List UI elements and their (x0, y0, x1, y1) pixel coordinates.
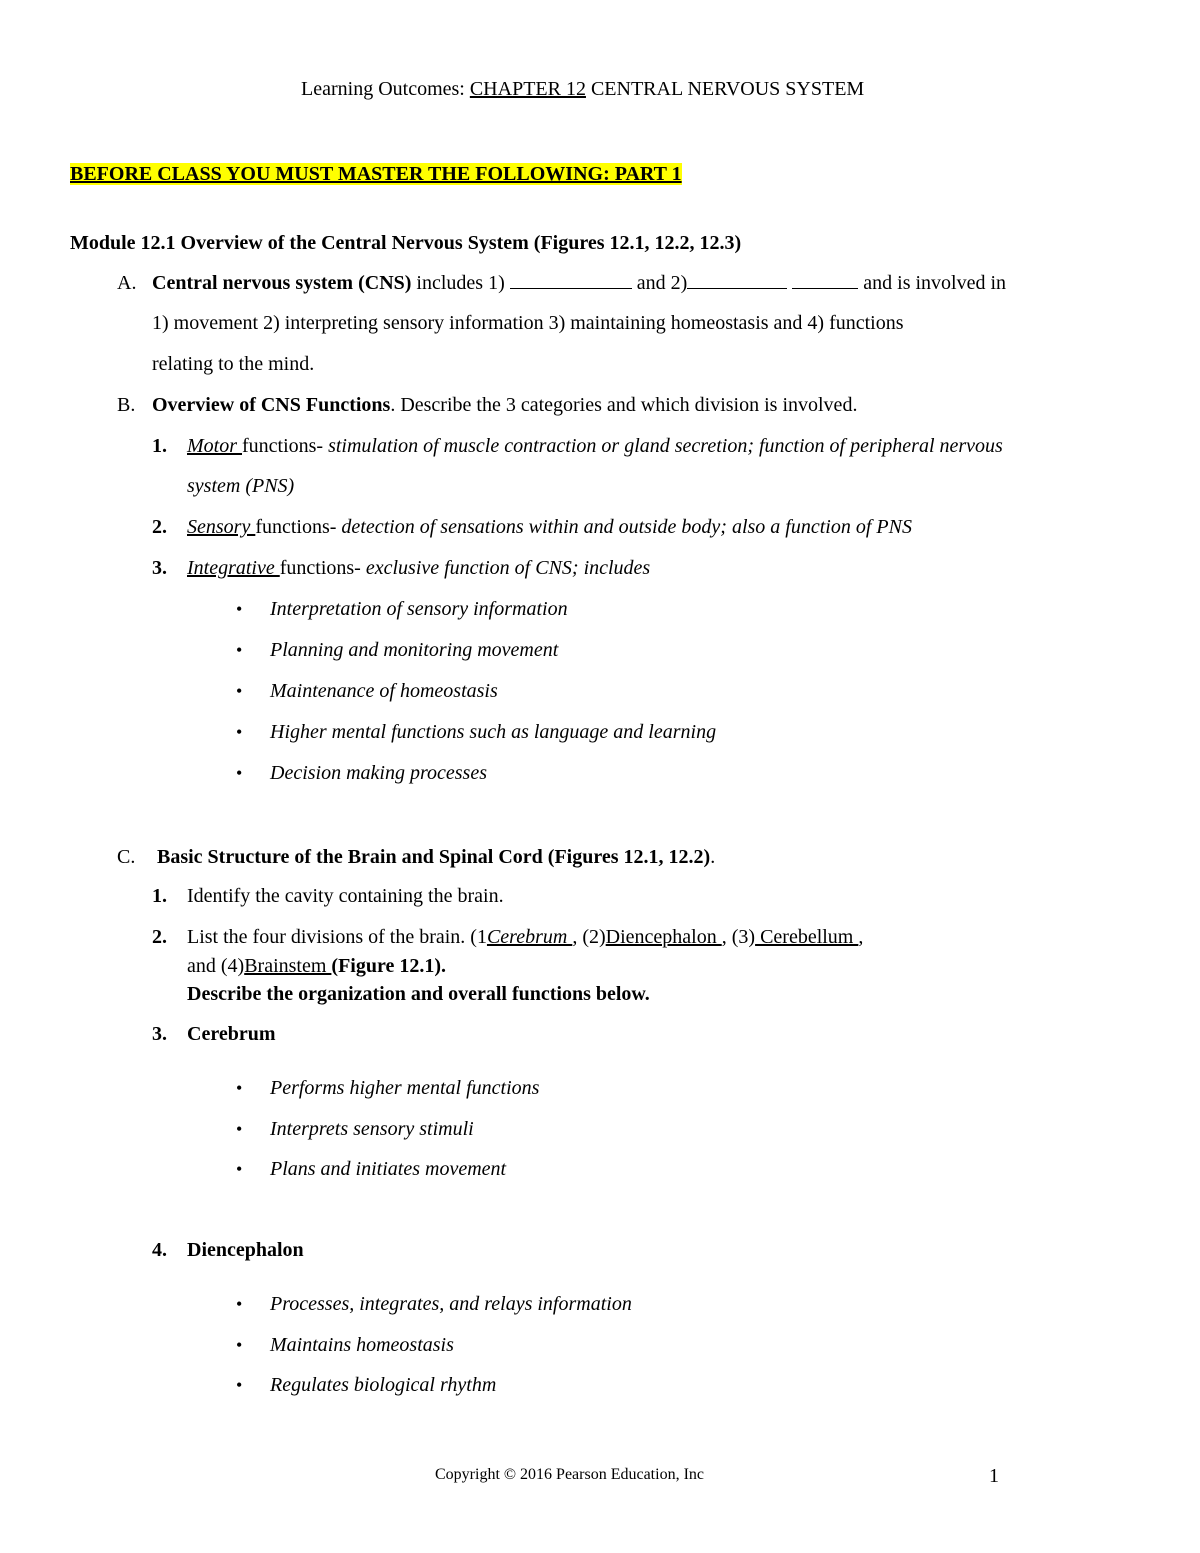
c-item-2-p3: , (3) (721, 926, 756, 948)
section-b-marker: B. (117, 394, 136, 416)
answer-cerebrum: Cerebrum (486, 926, 573, 948)
b-item-3 (187, 556, 650, 580)
page-title (301, 77, 864, 101)
page-number: 1 (989, 1465, 999, 1487)
section-c-end: . (710, 846, 716, 868)
c-item-2-p2: , (2) (572, 926, 606, 948)
banner-text: BEFORE CLASS YOU MUST MASTER THE FOLLOWING: PART 1 (70, 163, 682, 185)
section-a-text-3: and is involved in (858, 272, 1007, 294)
bullet-icon: • (236, 1294, 243, 1314)
section-a-line1 (152, 271, 1006, 295)
c-item-3-num: 3. (152, 1023, 167, 1045)
b-item-2-num: 2. (152, 516, 167, 538)
bullet-icon: • (236, 599, 243, 619)
b-item-1-desc: stimulation of muscle contraction or gland secretion; function of peripheral nervous (328, 435, 1003, 457)
section-c-line (157, 845, 715, 869)
b-item-2-label: functions- (255, 516, 342, 538)
blank-1[interactable] (510, 272, 632, 289)
b-item-1-num: 1. (152, 435, 167, 457)
diencephalon-bullet: Processes, integrates, and relays information (270, 1293, 632, 1315)
c-item-2-describe: Describe the organization and overall functions below. (187, 983, 650, 1005)
section-c-marker: C. (117, 846, 136, 868)
b-item-3-term: Integrative (187, 557, 280, 579)
bullet-icon: • (236, 722, 243, 742)
integrative-bullet: Maintenance of homeostasis (270, 680, 498, 702)
b-item-3-num: 3. (152, 557, 167, 579)
b-item-3-desc: exclusive function of CNS; includes (365, 557, 651, 579)
b-item-1-desc-cont: system (PNS) (187, 475, 295, 497)
bullet-icon: • (236, 1119, 243, 1139)
integrative-bullet: Interpretation of sensory information (270, 598, 568, 620)
title-chapter: CHAPTER 12 (469, 78, 586, 100)
b-item-1-label: functions- (242, 435, 329, 457)
cerebrum-bullet: Plans and initiates movement (270, 1158, 507, 1180)
integrative-bullet: Higher mental functions such as language and learning (270, 721, 717, 743)
diencephalon-bullet: Maintains homeostasis (270, 1334, 454, 1356)
section-a-line2: 1) movement 2) interpreting sensory information 3) maintaining homeostasis and 4) functions (152, 312, 904, 334)
b-item-2-desc: detection of sensations within and outside body; also a function of PNS (341, 516, 912, 538)
b-item-3-label: functions- (279, 557, 366, 579)
section-b-line (152, 393, 857, 417)
section-a-marker: A. (117, 272, 137, 294)
title-prefix: Learning Outcomes: (301, 78, 465, 100)
c-item-2-figure: (Figure 12.1). (331, 955, 447, 977)
cerebrum-bullet: Interprets sensory stimuli (270, 1118, 474, 1140)
bullet-icon: • (236, 763, 243, 783)
c-item-2-line2 (187, 954, 446, 978)
part-banner (70, 162, 682, 186)
section-b-heading: Overview of CNS Functions (152, 394, 391, 416)
bullet-icon: • (236, 1335, 243, 1355)
b-item-1-term: Motor (187, 435, 242, 457)
copyright-footer: Copyright © 2016 Pearson Education, Inc (435, 1466, 704, 1483)
c-item-2-p5: and (4) (187, 955, 245, 977)
bullet-icon: • (236, 640, 243, 660)
cerebrum-bullet: Performs higher mental functions (270, 1077, 540, 1099)
c-item-2-p1: List the four divisions of the brain. (1 (187, 926, 487, 948)
section-c-heading: Basic Structure of the Brain and Spinal Cord (Figures 12.1, 12.2) (157, 846, 711, 868)
module-heading: Module 12.1 Overview of the Central Nervous System (Figures 12.1, 12.2, 12.3) (70, 232, 742, 254)
b-item-2-term: Sensory (187, 516, 256, 538)
b-item-2 (187, 515, 912, 539)
bullet-icon: • (236, 1159, 243, 1179)
diencephalon-bullet: Regulates biological rhythm (270, 1374, 497, 1396)
c-item-1-num: 1. (152, 885, 167, 907)
blank-2b[interactable] (792, 272, 858, 289)
answer-brainstem: Brainstem (244, 955, 332, 977)
section-a-text-1: includes 1) (411, 272, 510, 294)
integrative-bullet: Decision making processes (270, 762, 487, 784)
section-a-text-2: and 2) (631, 272, 688, 294)
answer-cerebellum: Cerebellum (755, 926, 859, 948)
c-item-2-p4: , (858, 926, 864, 948)
c-item-2-line1 (187, 925, 863, 949)
title-rest: CENTRAL NERVOUS SYSTEM (585, 78, 865, 100)
bullet-icon: • (236, 681, 243, 701)
c-item-4-num: 4. (152, 1239, 167, 1261)
section-a-line3: relating to the mind. (152, 353, 315, 375)
section-b-text: . Describe the 3 categories and which division is involved. (390, 394, 858, 416)
c-item-1-text: Identify the cavity containing the brain. (187, 885, 504, 907)
cerebrum-heading: Cerebrum (187, 1023, 276, 1045)
answer-diencephalon: Diencephalon (605, 926, 722, 948)
bullet-icon: • (236, 1078, 243, 1098)
diencephalon-heading: Diencephalon (187, 1239, 304, 1261)
bullet-icon: • (236, 1375, 243, 1395)
c-item-2-num: 2. (152, 926, 167, 948)
section-a-heading: Central nervous system (CNS) (152, 272, 412, 294)
b-item-1 (187, 434, 1003, 458)
integrative-bullet: Planning and monitoring movement (270, 639, 559, 661)
blank-2a[interactable] (687, 272, 787, 289)
